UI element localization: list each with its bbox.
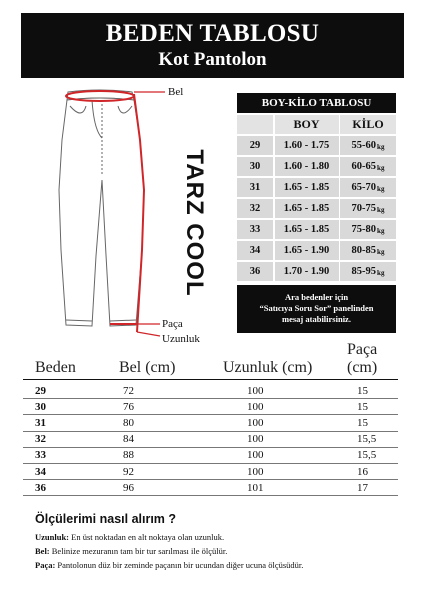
label-uzunluk: Uzunluk [162,333,200,345]
intermediate-size-note: Ara bedenler için “Satıcıya Soru Sor” panelinden mesaj atabilirsiniz. [237,285,396,333]
table-row: 36 1.70 - 1.90 85-95 kg [237,262,396,282]
measurement-table [23,341,398,496]
page-subtitle: Kot Pantolon [158,49,267,70]
title-banner [21,13,404,78]
table-row: 32 1.65 - 1.85 70-75 kg [237,199,396,219]
boy-kilo-title: BOY-KİLO TABLOSU [237,93,396,113]
brand-text: TARZ COOL [181,149,208,297]
table-row: 31 1.65 - 1.85 65-70 kg [237,178,396,198]
label-bel: Bel [168,86,184,98]
table-row: 33 88 100 15,5 [23,448,398,464]
table-row: 29 72 100 15 [23,383,398,399]
how-to-item: Paça: Pantolonun düz bir zeminde paçanın bir ucundan diğer ucuna ölçüsüdür. [35,560,304,570]
page-title: BEDEN TABLOSU [105,20,320,47]
boy-kilo-header-row: BOY KİLO [237,115,396,135]
how-to-item: Uzunluk: En üst noktadan en alt noktaya olan uzunluk. [35,532,225,542]
how-to-question: Ölçülerimi nasıl alırım ? [35,512,177,526]
table-row: 30 1.60 - 1.80 60-65 kg [237,157,396,177]
table-row: 29 1.60 - 1.75 55-60 kg [237,136,396,156]
table-row: 33 1.65 - 1.85 75-80 kg [237,220,396,240]
table-row: 34 1.65 - 1.90 80-85 kg [237,241,396,261]
boy-kilo-table [237,93,396,281]
table-row: 32 84 100 15,5 [23,432,398,448]
table-row: 36 96 101 17 [23,480,398,496]
brand-watermark [178,148,210,298]
measurement-header-row: Beden Bel (cm) Uzunluk (cm) Paça (cm) [23,356,398,380]
table-row: 30 76 100 15 [23,399,398,415]
label-paca: Paça [162,318,183,330]
table-row: 34 92 100 16 [23,464,398,480]
table-row: 31 80 100 15 [23,415,398,431]
how-to-measure [35,512,405,572]
how-to-item: Bel: Belinize mezuranın tam bir tur sarılması ile ölçülür. [35,546,228,556]
